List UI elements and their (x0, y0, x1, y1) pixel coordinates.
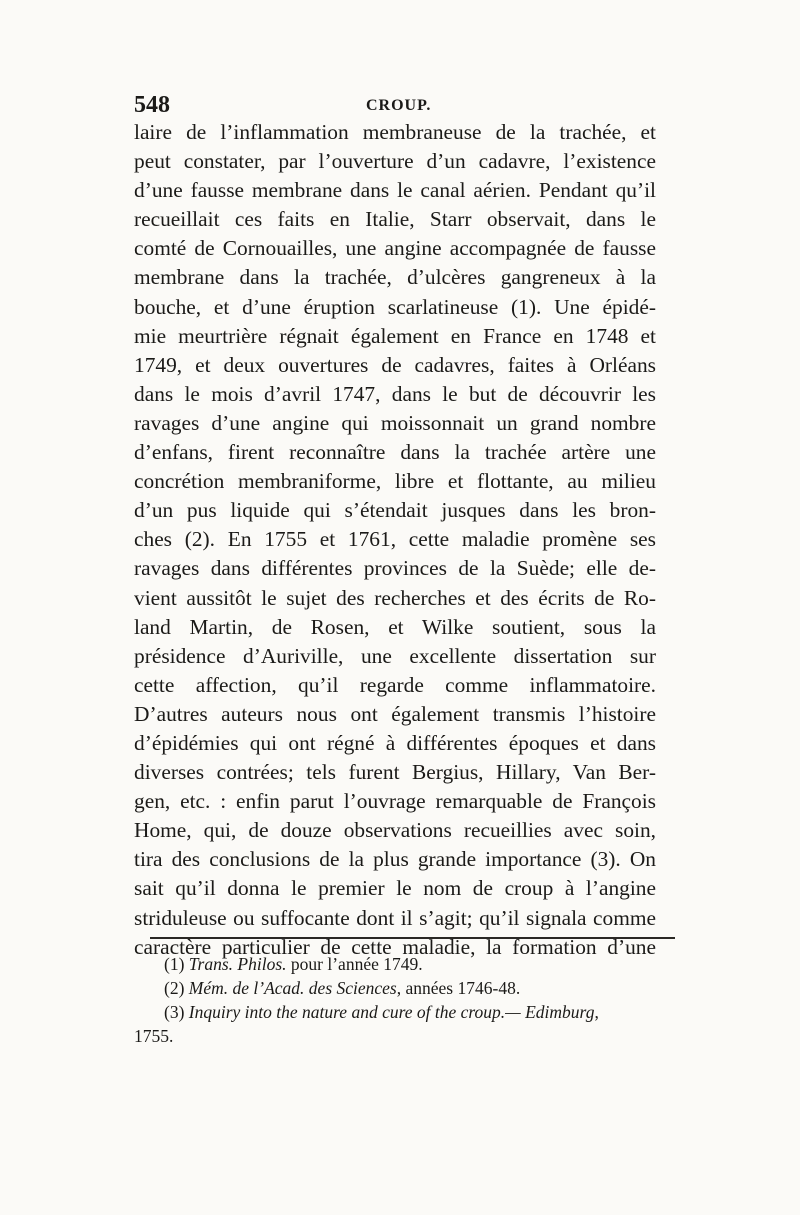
footnote-text: pour l’année 1749. (286, 954, 423, 974)
footnote-text: , (594, 1002, 599, 1022)
text-line: ches (2). En 1755 et 1761, cette maladie promène ses (134, 527, 656, 552)
footnote-citation: Trans. Philos. (188, 954, 287, 974)
text-line: concrétion membraniforme, libre et flottante, au milieu (134, 469, 656, 494)
footnote-citation: Inquiry into the nature and cure of the croup.— Edimburg (188, 1002, 595, 1022)
running-head: CROUP. (366, 97, 432, 114)
footnote-number: (1) (164, 954, 185, 974)
footnote-3-continuation: 1755. (134, 1026, 174, 1046)
text-line: d’épidémies qui ont régné à différentes époques et dans (134, 730, 656, 755)
footnotes (134, 952, 674, 1048)
footnote-number: (3) (164, 1002, 185, 1022)
text-line: D’autres auteurs nous ont également transmis l’histoire (134, 701, 656, 726)
text-line: ravages dans différentes provinces de la Suède; elle de- (134, 556, 656, 581)
text-line: membrane dans la trachée, d’ulcères gangreneux à la (134, 265, 656, 290)
text-line: land Martin, de Rosen, et Wilke soutient, sous la (134, 614, 656, 639)
text-line: tira des conclusions de la plus grande importance (3). On (134, 847, 656, 872)
text-line: dans le mois d’avril 1747, dans le but de découvrir les (134, 381, 656, 406)
footnote-2 (134, 976, 674, 1000)
footnote-number: (2) (164, 978, 185, 998)
text-line: vient aussitôt le sujet des recherches et des écrits de Ro- (134, 585, 656, 610)
page-number: 548 (134, 92, 170, 118)
text-line: d’un pus liquide qui s’étendait jusques dans les bron- (134, 498, 656, 523)
footnote-text: , années 1746-48. (396, 978, 521, 998)
footnote-1 (134, 952, 674, 976)
text-line: cette affection, qu’il regarde comme inflammatoire. (134, 672, 656, 697)
text-line: laire de l’inflammation membraneuse de la trachée, et (134, 120, 656, 144)
text-line: présidence d’Auriville, une excellente dissertation sur (134, 643, 656, 668)
text-line: d’enfans, firent reconnaître dans la trachée artère une (134, 440, 656, 465)
text-line: sait qu’il donna le premier le nom de croup à l’angine (134, 876, 656, 901)
text-line: recueillait ces faits en Italie, Starr observait, dans le (134, 207, 656, 232)
text-line: gen, etc. : enfin parut l’ouvrage remarquable de François (134, 789, 656, 814)
text-line: mie meurtrière régnait également en France en 1748 et (134, 323, 656, 348)
footnote-citation: Mém. de l’Acad. des Sciences (188, 978, 397, 998)
text-line: comté de Cornouailles, une angine accompagnée de fausse (134, 236, 656, 261)
text-line: d’une fausse membrane dans le canal aérien. Pendant qu’il (134, 178, 656, 203)
text-line: peut constater, par l’ouverture d’un cadavre, l’existence (134, 149, 656, 174)
text-line: 1749, et deux ouvertures de cadavres, faites à Orléans (134, 352, 656, 377)
body-text (134, 118, 656, 962)
text-line: caractère particulier de cette maladie, la formation d’une (134, 934, 656, 959)
text-line: striduleuse ou suffocante dont il s’agit; qu’il signala comme (134, 905, 656, 930)
footnote-divider (150, 937, 675, 939)
text-line: Home, qui, de douze observations recueillies avec soin, (134, 818, 656, 843)
text-line: diverses contrées; tels furent Bergius, Hillary, Van Ber- (134, 760, 656, 785)
footnote-3 (134, 1000, 674, 1024)
text-line: ravages d’une angine qui moissonnait un grand nombre (134, 410, 656, 435)
text-line: bouche, et d’une éruption scarlatineuse (1). Une épidé- (134, 294, 656, 319)
